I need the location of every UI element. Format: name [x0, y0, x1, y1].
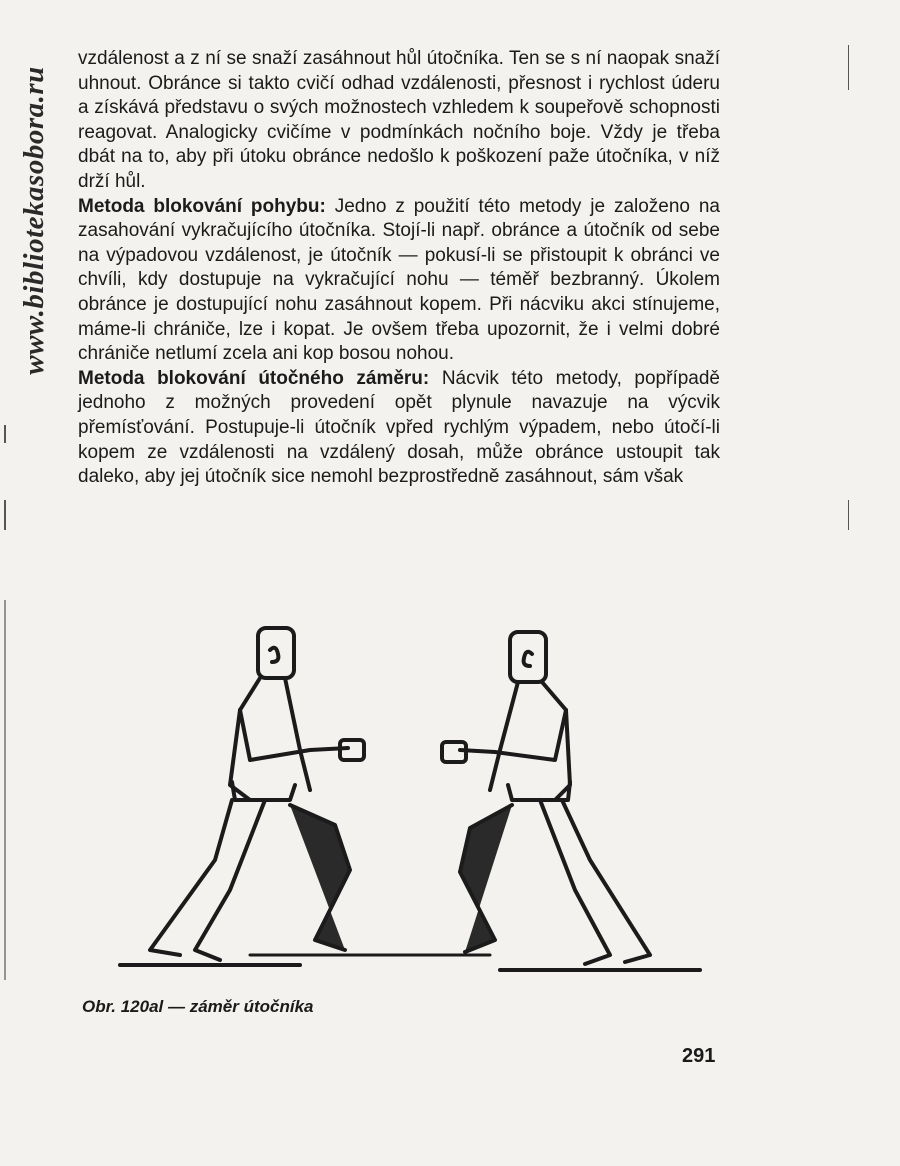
margin-mark: [848, 500, 849, 530]
watermark: [14, 20, 54, 420]
paragraph: [78, 367, 720, 490]
paragraph-text: vzdálenost a z ní se snaží zasáhnout hůl útočníka. Ten se s ní naopak snaží uhnout. Obránce si takto cvičí odhad vzdálenosti, přesnost i rychlost úderu a získává představu o svých možnostech vzhledem k soupeřově schopnosti reagovat. Analogicky cvičíme v podmínkách nočního boje. Vždy je třeba dbát na to, aby při útoku obránce nedošlo k poškození paže útočníka, v níž drží hůl.: [78, 48, 720, 192]
paragraph-text: Nácvik této metody, popřípadě jednoho z možných provedení opět plynule navazuje na výcvik přemísťování. Postupuje-li útočník vpřed rychlým výpadem, nebo útočí-li kopem ze vzdálenosti na vzdálený dosah, může obránce ustoupit tak daleko, aby jej útočník sice nemohl bezprostředně zasáhnout, sám však: [78, 367, 720, 488]
paragraph-heading: Metoda blokování pohybu:: [78, 195, 326, 217]
paragraph: [78, 47, 720, 195]
page-number: 291: [682, 1045, 716, 1067]
margin-mark: [4, 425, 6, 443]
watermark-text: www.bibliotekasobora.ru: [17, 65, 50, 375]
body-text: [78, 47, 720, 490]
paragraph-heading: Metoda blokování útočného záměru:: [78, 367, 430, 389]
margin-mark: [848, 45, 849, 90]
margin-mark: [4, 500, 6, 530]
figure-illustration: [100, 610, 720, 990]
margin-mark: [4, 600, 6, 980]
paragraph-text: Jedno z použití této metody je založeno na zasahování vykračujícího útočníka. Stojí-li např. obránce a útočník od sebe na výpadovou vzdálenost, je útočník — pokusí-li se přistoupit k obránci ve chvíli, kdy dostupuje na vykračující nohu — téměř bezbranný. Úkolem obránce je dostupující nohu zasáhnout kopem. Při nácviku akci stínujeme, máme-li chrániče, lze i kopat. Je ovšem třeba upozornit, že i velmi dobré chrániče netlumí zcela ani kop bosou nohou.: [78, 195, 720, 365]
figure-caption: Obr. 120al — záměr útočníka: [82, 997, 314, 1016]
paragraph: [78, 195, 720, 367]
